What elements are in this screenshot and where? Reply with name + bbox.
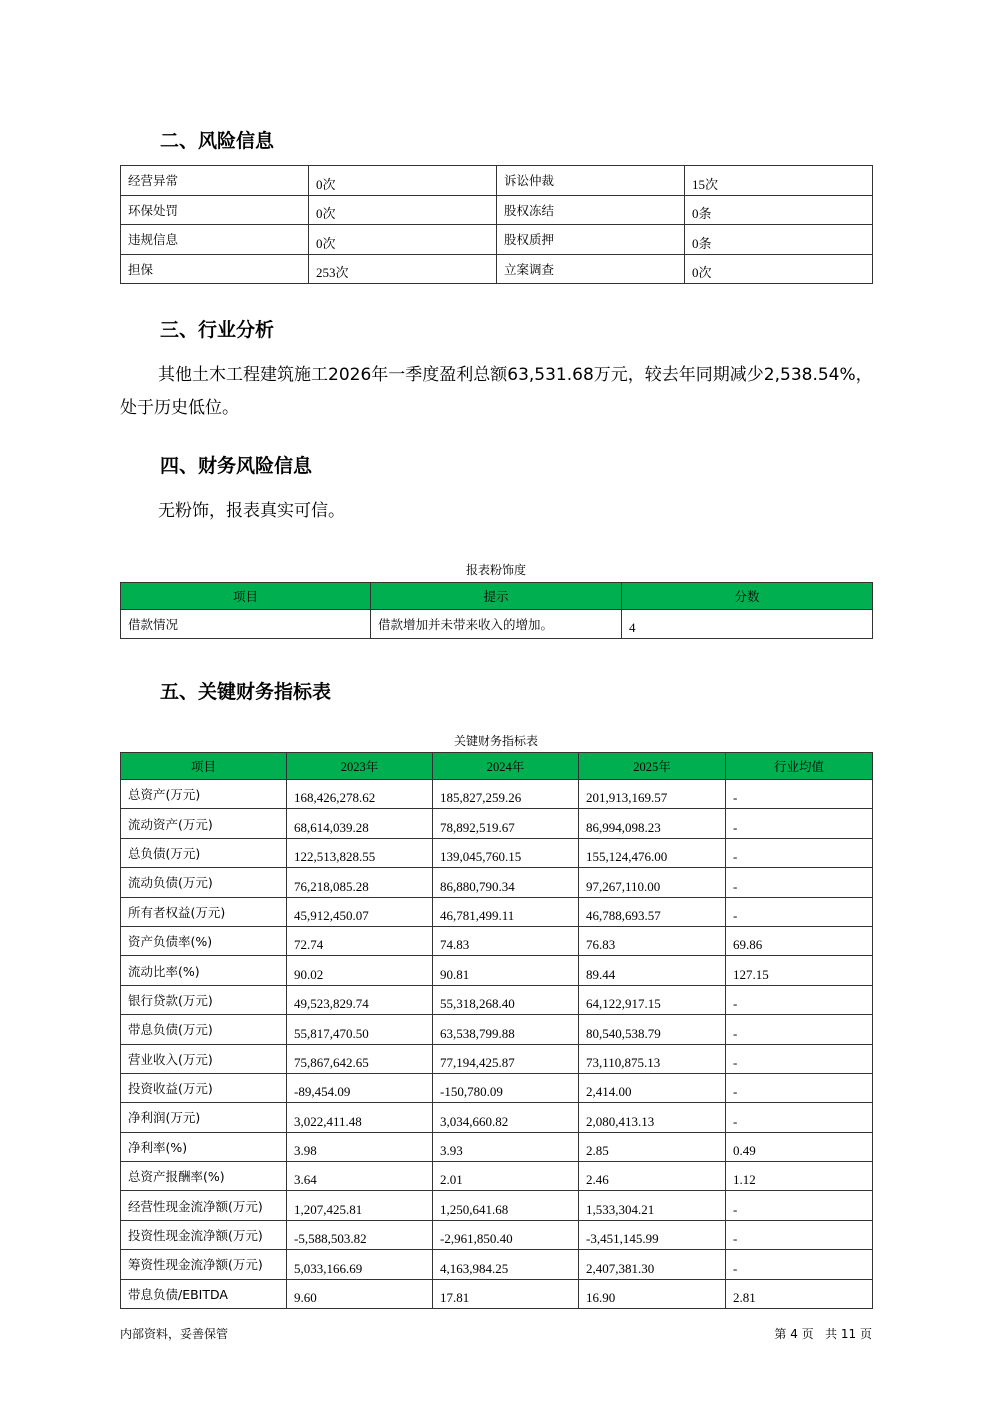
indicator-value-cell: 69.86 bbox=[726, 926, 873, 955]
indicator-value-cell: - bbox=[726, 1103, 873, 1132]
indicator-value-cell: 89.44 bbox=[579, 956, 726, 985]
indicator-value-cell: 2,080,413.13 bbox=[579, 1103, 726, 1132]
column-header: 2024年 bbox=[433, 753, 579, 780]
indicator-label-cell: 投资性现金流净额(万元) bbox=[121, 1220, 287, 1249]
indicator-value-cell: 1,207,425.81 bbox=[287, 1191, 433, 1220]
indicator-value-cell: -89,454.09 bbox=[287, 1073, 433, 1102]
indicator-label-cell: 总资产(万元) bbox=[121, 780, 287, 809]
indicator-value-cell: 2.81 bbox=[726, 1279, 873, 1308]
table-row bbox=[121, 868, 873, 897]
table-row bbox=[121, 195, 873, 225]
indicator-value-cell: 45,912,450.07 bbox=[287, 897, 433, 926]
indicator-value-cell: - bbox=[726, 985, 873, 1014]
table-row bbox=[121, 1191, 873, 1220]
risk-table-body bbox=[121, 166, 873, 284]
indicator-label-cell: 流动比率(%) bbox=[121, 956, 287, 985]
indicator-value-cell: 1.12 bbox=[726, 1162, 873, 1191]
indicator-label-cell: 净利润(万元) bbox=[121, 1103, 287, 1132]
risk-value-cell: 0次 bbox=[309, 225, 497, 255]
table-row bbox=[121, 1103, 873, 1132]
indicator-value-cell: 2,407,381.30 bbox=[579, 1250, 726, 1279]
indicator-value-cell: 80,540,538.79 bbox=[579, 1015, 726, 1044]
table-caption-key-indicators: 关键财务指标表 bbox=[453, 734, 538, 748]
indicator-value-cell: 2,414.00 bbox=[579, 1073, 726, 1102]
indicator-value-cell: 64,122,917.15 bbox=[579, 985, 726, 1014]
indicator-value-cell: 139,045,760.15 bbox=[433, 838, 579, 867]
table-row bbox=[121, 838, 873, 867]
indicator-value-cell: 201,913,169.57 bbox=[579, 780, 726, 809]
table-row bbox=[121, 926, 873, 955]
indicator-label-cell: 净利率(%) bbox=[121, 1132, 287, 1161]
risk-table bbox=[120, 165, 873, 284]
indicator-value-cell: - bbox=[726, 1250, 873, 1279]
indicator-value-cell: 46,781,499.11 bbox=[433, 897, 579, 926]
indicator-value-cell: - bbox=[726, 1073, 873, 1102]
indicator-label-cell: 所有者权益(万元) bbox=[121, 897, 287, 926]
indicator-value-cell: 2.46 bbox=[579, 1162, 726, 1191]
table-row bbox=[121, 809, 873, 838]
indicator-value-cell: 86,880,790.34 bbox=[433, 868, 579, 897]
indicator-value-cell: 72.74 bbox=[287, 926, 433, 955]
table-row bbox=[121, 1132, 873, 1161]
section-heading-risk: 二、风险信息 bbox=[160, 130, 275, 152]
indicator-value-cell: 97,267,110.00 bbox=[579, 868, 726, 897]
embellishment-table bbox=[120, 582, 873, 639]
indicator-label-cell: 银行贷款(万元) bbox=[121, 985, 287, 1014]
indicator-value-cell: 1,533,304.21 bbox=[579, 1191, 726, 1220]
indicator-value-cell: 185,827,259.26 bbox=[433, 780, 579, 809]
indicator-value-cell: - bbox=[726, 809, 873, 838]
risk-value-cell: 0条 bbox=[685, 225, 873, 255]
table-row bbox=[121, 1162, 873, 1191]
table-row bbox=[121, 225, 873, 255]
indicator-value-cell: 0.49 bbox=[726, 1132, 873, 1161]
key-indicators-table-body bbox=[121, 780, 873, 1309]
table-row bbox=[121, 956, 873, 985]
column-header: 2023年 bbox=[287, 753, 433, 780]
risk-label-cell: 股权质押 bbox=[497, 225, 685, 255]
indicator-label-cell: 经营性现金流净额(万元) bbox=[121, 1191, 287, 1220]
table-cell: 借款增加并未带来收入的增加。 bbox=[371, 610, 622, 639]
indicator-label-cell: 带息负债(万元) bbox=[121, 1015, 287, 1044]
indicator-value-cell: 76.83 bbox=[579, 926, 726, 955]
indicator-value-cell: 68,614,039.28 bbox=[287, 809, 433, 838]
risk-value-cell: 0次 bbox=[309, 166, 497, 196]
indicator-value-cell: -2,961,850.40 bbox=[433, 1220, 579, 1249]
table-row bbox=[121, 1073, 873, 1102]
key-indicators-header-row bbox=[121, 753, 873, 780]
indicator-value-cell: - bbox=[726, 897, 873, 926]
footer-confidential-note: 内部资料，妥善保管 bbox=[120, 1327, 229, 1341]
column-header: 行业均值 bbox=[726, 753, 873, 780]
embellishment-table-body bbox=[121, 610, 873, 639]
risk-label-cell: 立案调查 bbox=[497, 254, 685, 284]
risk-label-cell: 环保处罚 bbox=[121, 195, 309, 225]
industry-analysis-text: 其他土木工程建筑施工2026年一季度盈利总额63,531.68万元，较去年同期减少2,538.54%，处于历史低位。 bbox=[120, 365, 873, 418]
indicator-value-cell: 16.90 bbox=[579, 1279, 726, 1308]
table-row bbox=[121, 254, 873, 284]
indicator-value-cell: 3,034,660.82 bbox=[433, 1103, 579, 1132]
indicator-value-cell: -5,588,503.82 bbox=[287, 1220, 433, 1249]
indicator-value-cell: 77,194,425.87 bbox=[433, 1044, 579, 1073]
indicator-label-cell: 流动负债(万元) bbox=[121, 868, 287, 897]
section-heading-financial-risk: 四、财务风险信息 bbox=[160, 455, 313, 477]
indicator-value-cell: 5,033,166.69 bbox=[287, 1250, 433, 1279]
column-header: 提示 bbox=[371, 583, 622, 610]
indicator-value-cell: 46,788,693.57 bbox=[579, 897, 726, 926]
indicator-label-cell: 总负债(万元) bbox=[121, 838, 287, 867]
indicator-value-cell: - bbox=[726, 1015, 873, 1044]
indicator-value-cell: 122,513,828.55 bbox=[287, 838, 433, 867]
indicator-value-cell: - bbox=[726, 1191, 873, 1220]
column-header: 项目 bbox=[121, 583, 371, 610]
key-indicators-table bbox=[120, 752, 873, 1309]
indicator-label-cell: 营业收入(万元) bbox=[121, 1044, 287, 1073]
section-heading-key-indicators: 五、关键财务指标表 bbox=[160, 681, 332, 703]
risk-label-cell: 担保 bbox=[121, 254, 309, 284]
risk-label-cell: 诉讼仲裁 bbox=[497, 166, 685, 196]
indicator-label-cell: 筹资性现金流净额(万元) bbox=[121, 1250, 287, 1279]
table-row bbox=[121, 1220, 873, 1249]
risk-value-cell: 15次 bbox=[685, 166, 873, 196]
indicator-value-cell: 3.98 bbox=[287, 1132, 433, 1161]
risk-value-cell: 0条 bbox=[685, 195, 873, 225]
table-row bbox=[121, 985, 873, 1014]
risk-label-cell: 经营异常 bbox=[121, 166, 309, 196]
embellishment-header-row bbox=[121, 583, 873, 610]
table-row bbox=[121, 166, 873, 196]
indicator-value-cell: - bbox=[726, 1220, 873, 1249]
indicator-value-cell: 9.60 bbox=[287, 1279, 433, 1308]
indicator-value-cell: 86,994,098.23 bbox=[579, 809, 726, 838]
indicator-value-cell: - bbox=[726, 868, 873, 897]
footer-page-number: 第 4 页 共 11 页 bbox=[774, 1327, 872, 1341]
column-header: 分数 bbox=[622, 583, 873, 610]
indicator-value-cell: 4,163,984.25 bbox=[433, 1250, 579, 1279]
risk-value-cell: 0次 bbox=[685, 254, 873, 284]
indicator-value-cell: 155,124,476.00 bbox=[579, 838, 726, 867]
indicator-value-cell: 1,250,641.68 bbox=[433, 1191, 579, 1220]
table-row bbox=[121, 780, 873, 809]
risk-value-cell: 253次 bbox=[309, 254, 497, 284]
table-row bbox=[121, 1279, 873, 1308]
indicator-value-cell: 3,022,411.48 bbox=[287, 1103, 433, 1132]
table-row bbox=[121, 1250, 873, 1279]
indicator-label-cell: 流动资产(万元) bbox=[121, 809, 287, 838]
indicator-label-cell: 资产负债率(%) bbox=[121, 926, 287, 955]
risk-label-cell: 违规信息 bbox=[121, 225, 309, 255]
section-heading-industry: 三、行业分析 bbox=[160, 319, 275, 341]
indicator-value-cell: 76,218,085.28 bbox=[287, 868, 433, 897]
indicator-value-cell: - bbox=[726, 780, 873, 809]
indicator-value-cell: - bbox=[726, 838, 873, 867]
indicator-value-cell: 3.64 bbox=[287, 1162, 433, 1191]
risk-label-cell: 股权冻结 bbox=[497, 195, 685, 225]
indicator-value-cell: 90.02 bbox=[287, 956, 433, 985]
table-row bbox=[121, 897, 873, 926]
table-cell: 借款情况 bbox=[121, 610, 371, 639]
table-caption-embellishment: 报表粉饰度 bbox=[465, 563, 526, 577]
indicator-label-cell: 投资收益(万元) bbox=[121, 1073, 287, 1102]
indicator-value-cell: 168,426,278.62 bbox=[287, 780, 433, 809]
indicator-value-cell: - bbox=[726, 1044, 873, 1073]
indicator-value-cell: -3,451,145.99 bbox=[579, 1220, 726, 1249]
indicator-value-cell: 2.01 bbox=[433, 1162, 579, 1191]
indicator-value-cell: 55,817,470.50 bbox=[287, 1015, 433, 1044]
indicator-value-cell: 127.15 bbox=[726, 956, 873, 985]
risk-value-cell: 0次 bbox=[309, 195, 497, 225]
indicator-value-cell: 3.93 bbox=[433, 1132, 579, 1161]
indicator-value-cell: 2.85 bbox=[579, 1132, 726, 1161]
table-row bbox=[121, 1015, 873, 1044]
table-cell: 4 bbox=[622, 610, 873, 639]
indicator-value-cell: -150,780.09 bbox=[433, 1073, 579, 1102]
indicator-label-cell: 带息负债/EBITDA bbox=[121, 1279, 287, 1308]
table-row bbox=[121, 1044, 873, 1073]
indicator-value-cell: 17.81 bbox=[433, 1279, 579, 1308]
indicator-value-cell: 90.81 bbox=[433, 956, 579, 985]
indicator-label-cell: 总资产报酬率(%) bbox=[121, 1162, 287, 1191]
financial-risk-text: 无粉饰，报表真实可信。 bbox=[158, 501, 345, 521]
column-header: 项目 bbox=[121, 753, 287, 780]
indicator-value-cell: 78,892,519.67 bbox=[433, 809, 579, 838]
indicator-value-cell: 75,867,642.65 bbox=[287, 1044, 433, 1073]
indicator-value-cell: 63,538,799.88 bbox=[433, 1015, 579, 1044]
indicator-value-cell: 73,110,875.13 bbox=[579, 1044, 726, 1073]
indicator-value-cell: 74.83 bbox=[433, 926, 579, 955]
indicator-value-cell: 55,318,268.40 bbox=[433, 985, 579, 1014]
column-header: 2025年 bbox=[579, 753, 726, 780]
table-row bbox=[121, 610, 873, 639]
indicator-value-cell: 49,523,829.74 bbox=[287, 985, 433, 1014]
